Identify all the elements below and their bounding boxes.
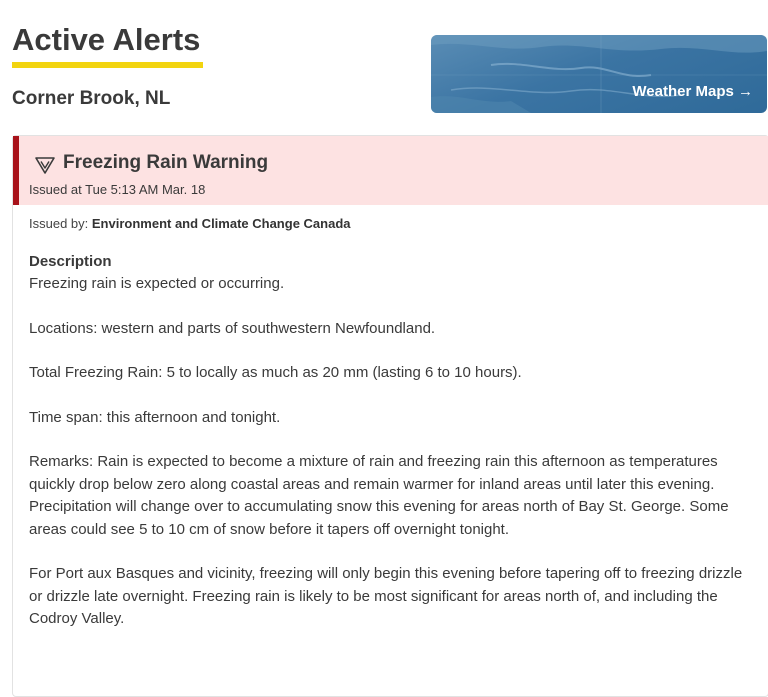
description-paragraph: Time span: this afternoon and tonight. [29,408,281,426]
description-paragraph: Remarks: Rain is expected to become a mixture of rain and freezing rain this afternoon as temperatures quickly drop below zero along coastal areas and remain warmer for inland areas until later this evening. Precipitation will change over to accumulating snow this evening for areas north of Bay St. George. Some areas could see 5 to 10 cm of snow before it tapers off overnight tonight. [29,453,729,538]
location-name: Corner Brook, NL [12,88,171,109]
warning-triangle-icon [34,154,56,176]
issued-by [29,214,749,234]
title-underline [12,62,203,68]
alert-header[interactable] [13,136,768,205]
description-paragraph: Total Freezing Rain: 5 to locally as much as 20 mm (lasting 6 to 10 hours). [29,364,522,381]
alert-issued-time: Issued at Tue 5:13 AM Mar. 18 [29,182,206,197]
alert-card [12,135,768,697]
page-title: Active Alerts [12,22,201,57]
issued-by-label: Issued by: [29,216,89,231]
description-paragraph: For Port aux Basques and vicinity, freezing will only begin this evening before tapering off to freezing drizzle or drizzle late overnight. Freezing rain is likely to be most significant for areas north of, and including the Codroy Valley. [29,565,743,627]
weather-maps-link[interactable] [431,35,767,113]
weather-maps-label: Weather Maps → [632,83,753,100]
alert-title: Freezing Rain Warning [63,152,269,173]
description-heading: Description [29,253,112,270]
alert-body [29,214,749,653]
description-paragraph: Locations: western and parts of southwestern Newfoundland. [29,319,436,337]
issued-by-value: Environment and Climate Change Canada [91,216,351,231]
description-paragraph: Freezing rain is expected or occurring. [29,275,285,292]
